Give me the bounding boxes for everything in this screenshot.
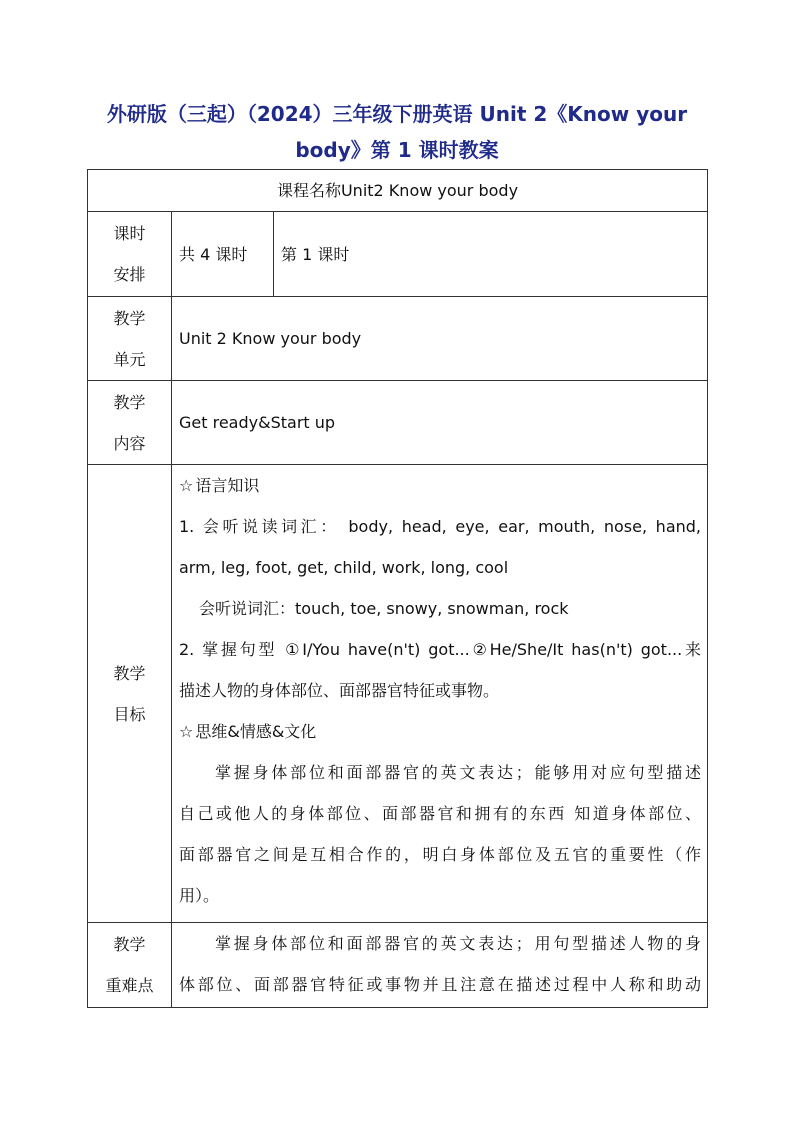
unit-row xyxy=(88,297,708,381)
objectives-label: 教学 目标 xyxy=(88,465,172,923)
section-language-heading: ☆ 语言知识 xyxy=(179,476,260,495)
course-name-cell: 课程名称Unit2 Know your body xyxy=(88,170,708,212)
vocab-line-1: 1. 会听说读词汇： body, head, eye, ear, mouth, nose, hand, xyxy=(179,517,702,536)
difficulty-label: 教学 重难点 xyxy=(88,923,172,1008)
star-icon: ☆ xyxy=(179,722,194,741)
pattern-line-1: 2. 掌握句型 ①I/You have(n't) got...②He/She/It has(n't) got...来 xyxy=(179,640,702,659)
paragraph-line-1: 掌握身体部位和面部器官的英文表达；能够用对应句型描述 xyxy=(215,763,702,782)
title-line-2: body》第 1 课时教案 xyxy=(295,138,499,162)
difficulty-line-1: 掌握身体部位和面部器官的英文表达；用句型描述人物的身 xyxy=(215,934,702,953)
title-line-1: 外研版（三起）（2024）三年级下册英语 Unit 2《Know your xyxy=(106,102,688,126)
schedule-current: 第 1 课时 xyxy=(274,212,708,297)
section-thinking-heading: ☆ 思维&情感&文化 xyxy=(179,722,317,741)
difficulty-body xyxy=(172,923,708,1008)
objectives-row xyxy=(88,465,708,923)
paragraph-line-4: 用）。 xyxy=(179,886,220,905)
listen-vocab-line: 会听说词汇：touch, toe, snowy, snowman, rock xyxy=(199,599,569,618)
difficulty-line-2: 体部位、面部器官特征或事物并且注意在描述过程中人称和助动 xyxy=(179,975,702,994)
content-label: 教学 内容 xyxy=(88,381,172,465)
paragraph-line-3: 面部器官之间是互相合作的，明白身体部位及五官的重要性（作 xyxy=(179,845,702,864)
header-row xyxy=(88,170,708,212)
content-value: Get ready&Start up xyxy=(172,381,708,465)
star-icon: ☆ xyxy=(179,476,194,495)
schedule-label: 课时 安排 xyxy=(88,212,172,297)
schedule-row xyxy=(88,212,708,297)
paragraph-line-2: 自己或他人的身体部位、面部器官和拥有的东西 知道身体部位、 xyxy=(179,804,702,823)
unit-label: 教学 单元 xyxy=(88,297,172,381)
pattern-line-2: 描述人物的身体部位、面部器官特征或事物。 xyxy=(179,681,500,700)
lesson-plan-table xyxy=(87,169,708,1008)
vocab-line-2: arm, leg, foot, get, child, work, long, cool xyxy=(179,558,509,577)
document-title xyxy=(60,96,734,168)
unit-value: Unit 2 Know your body xyxy=(172,297,708,381)
content-row xyxy=(88,381,708,465)
difficulty-row xyxy=(88,923,708,1008)
schedule-total: 共 4 课时 xyxy=(172,212,274,297)
objectives-body xyxy=(172,465,708,923)
